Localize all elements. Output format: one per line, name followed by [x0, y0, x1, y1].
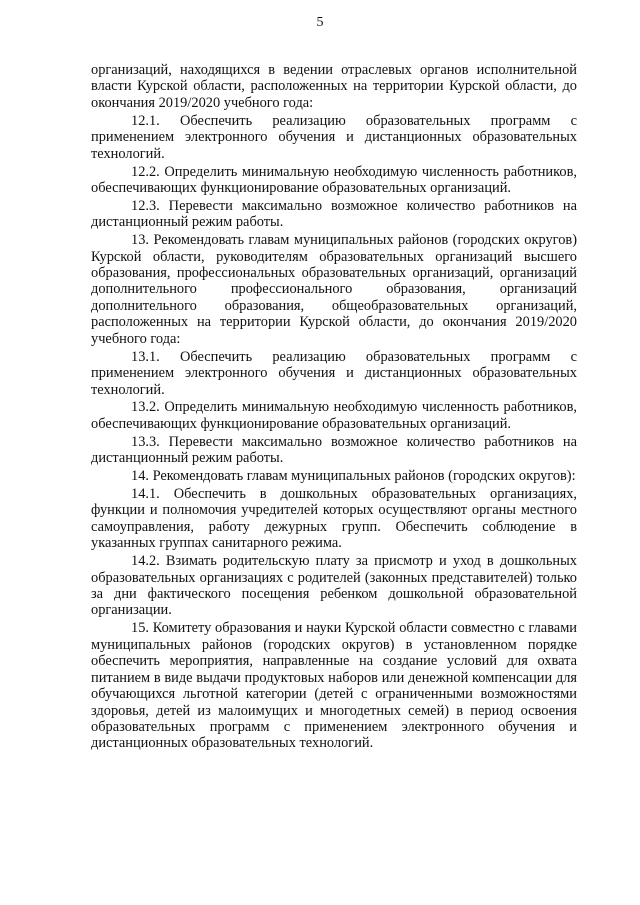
paragraph: 13. Рекомендовать главам муниципальных районов (городских округов) Курской области, руководителям образовательных организаций высшего образования, профессиональных образовательных организаций, организаций дополнительного профессионального образования, организаций дополнительного образования, общеобразовательных организаций, расположенных на территории Курской области, до окончания 2019/2020 учебного года: [91, 232, 577, 347]
paragraph: 12.3. Перевести максимально возможное количество работников на дистанционный режим работы. [91, 197, 577, 231]
document-body [91, 62, 577, 753]
paragraph: 13.1. Обеспечить реализацию образовательных программ с применением электронного обучения и дистанционных образовательных технологий. [91, 348, 577, 398]
paragraph: 12.1. Обеспечить реализацию образовательных программ с применением электронного обучения и дистанционных образовательных технологий. [91, 112, 577, 162]
paragraph: 14. Рекомендовать главам муниципальных районов (городских округов): [131, 468, 576, 484]
paragraph: 14.1. Обеспечить в дошкольных образовательных организациях, функции и полномочия учредителей которых осуществляют органы местного самоуправления, работу дежурных групп. Обеспечить соблюдение в указанных группах санитарного режима. [91, 485, 577, 552]
paragraph: 12.2. Определить минимальную необходимую численность работников, обеспечивающих функционирование образовательных организаций. [91, 163, 577, 196]
paragraph: 13.3. Перевести максимально возможное количество работников на дистанционный режим работы. [91, 433, 577, 467]
paragraph: 15. Комитету образования и науки Курской области совместно с главами муниципальных районов (городских округов) в установленном порядке обеспечить мероприятия, направленные на создание условий для охвата питанием в виде выдачи продуктовых наборов или денежной компенсации для обучающихся льготной категории (детей с ограниченными возможностями здоровья, детей из малоимущих и многодетных семей) в период освоения образовательных программ с применением электронного обучения и дистанционных образовательных технологий. [91, 620, 577, 752]
paragraph: 14.2. Взимать родительскую плату за присмотр и уход в дошкольных образовательных организациях с родителей (законных представителей) только за дни фактического посещения ребенком дошкольной образовательной организации. [91, 553, 577, 619]
paragraph: организаций, находящихся в ведении отраслевых органов исполнительной власти Курской области, расположенных на территории Курской области, до окончания 2019/2020 учебного года: [91, 62, 577, 111]
page-number: 5 [316, 15, 324, 30]
paragraph: 13.2. Определить минимальную необходимую численность работников, обеспечивающих функционирование образовательных организаций. [91, 399, 577, 432]
